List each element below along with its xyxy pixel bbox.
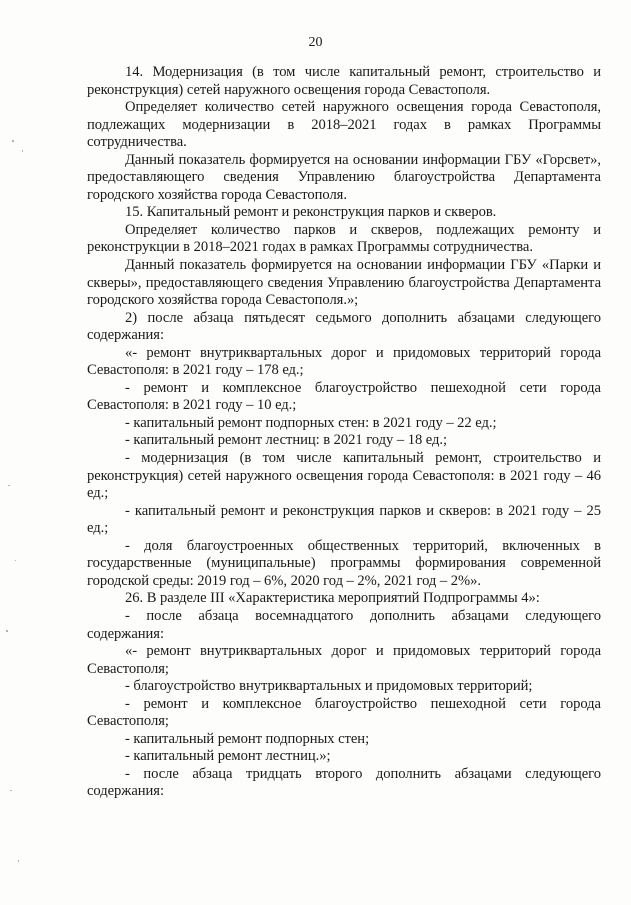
- paragraph-after-32: - после абзаца тридцать второго дополнить абзацами следующего содержания:: [87, 765, 601, 800]
- list-item-road-repair-2: «- ремонт внутриквартальных дорог и придомовых территорий города Севастополя;: [87, 643, 601, 677]
- list-item-stairs-2: - капитальный ремонт лестниц.»;: [125, 748, 331, 765]
- document-body: [87, 64, 601, 801]
- list-item-yard-improvement: - благоустройство внутриквартальных и придомовых территорий;: [125, 678, 533, 695]
- scan-speck: [22, 150, 23, 152]
- paragraph-item-15-definition: Определяет количество парков и скверов, подлежащих ремонту и реконструкции в 2018–2021 годах в рамках Программы сотрудничества.: [87, 221, 601, 256]
- scan-speck: [8, 485, 10, 486]
- list-item-parks: - капитальный ремонт и реконструкция парков и скверов: в 2021 году – 25 ед.;: [87, 502, 601, 537]
- paragraph-item-15-title: 15. Капитальный ремонт и реконструкция парков и скверов.: [125, 204, 497, 221]
- list-item-retaining-walls: - капитальный ремонт подпорных стен: в 2021 году – 22 ед.;: [125, 414, 497, 431]
- scan-speck: [10, 790, 12, 791]
- paragraph-item-14-title: 14. Модернизация (в том числе капитальный ремонт, строительство и реконструкция) сетей наружного освещения города Севастополя.: [87, 64, 601, 98]
- paragraph-section-26: 26. В разделе III «Характеристика мероприятий Подпрограммы 4»:: [125, 590, 540, 607]
- list-item-lighting: - модернизация (в том числе капитальный ремонт, строительство и реконструкция) сетей наружного освещения города Севастополя: в 2021 году – 46 ед.;: [87, 450, 601, 502]
- paragraph-after-18: - после абзаца восемнадцатого дополнить абзацами следующего содержания:: [87, 607, 601, 642]
- scan-speck: [18, 860, 19, 862]
- list-item-road-repair: «- ремонт внутриквартальных дорог и придомовых территорий города Севастополя: в 2021 году – 178 ед.;: [87, 344, 601, 379]
- scan-speck: [15, 560, 16, 561]
- list-item-stairs: - капитальный ремонт лестниц: в 2021 году – 18 ед.;: [125, 432, 448, 449]
- list-item-pedestrian-network-2: - ремонт и комплексное благоустройство пешеходной сети города Севастополя;: [87, 695, 601, 730]
- list-item-public-territories-share: - доля благоустроенных общественных территорий, включенных в государственные (муниципальные) программы формирования современной городской среды: 2019 год – 6%, 2020 год – 2%, 2021 год – 2%».: [87, 537, 601, 589]
- paragraph-item-14-definition: Определяет количество сетей наружного освещения города Севастополя, подлежащих модернизации в 2018–2021 годах в рамках Программы сотрудничества.: [87, 99, 601, 151]
- scan-speck: [12, 140, 14, 142]
- scan-speck: [6, 630, 8, 632]
- paragraph-item-14-source: Данный показатель формируется на основании информации ГБУ «Горсвет», предоставляющего сведения Управлению благоустройства Департамента городского хозяйства города Севастополя.: [87, 151, 601, 203]
- paragraph-amendment-2: 2) после абзаца пятьдесят седьмого дополнить абзацами следующего содержания:: [87, 309, 601, 344]
- list-item-pedestrian-network: - ремонт и комплексное благоустройство пешеходной сети города Севастополя: в 2021 году – 10 ед.;: [87, 379, 601, 414]
- list-item-retaining-walls-2: - капитальный ремонт подпорных стен;: [125, 730, 370, 747]
- page-number: 20: [308, 35, 323, 50]
- paragraph-item-15-source: Данный показатель формируется на основании информации ГБУ «Парки и скверы», предоставляющего сведения Управлению благоустройства Департамента городского хозяйства города Севастополя.»;: [87, 257, 601, 309]
